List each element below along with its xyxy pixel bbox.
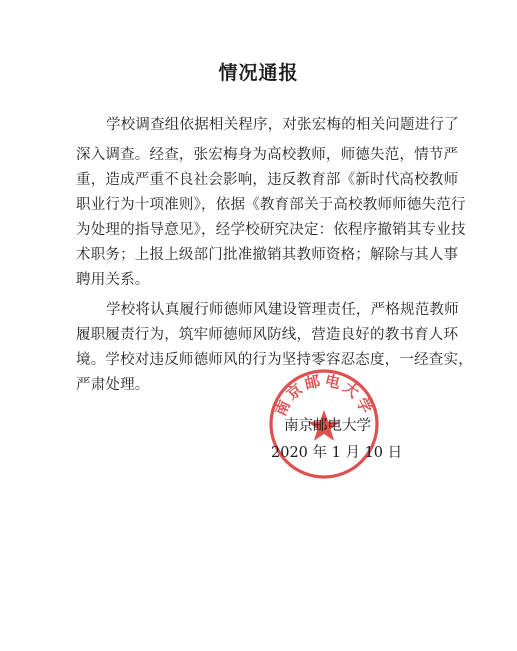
paragraph-1-line-7: 聘用关系。	[76, 272, 150, 288]
paragraph-1-line-2: 深入调查。经查，张宏梅身为高校教师，师德失范，情节严	[76, 147, 459, 163]
signature-org: 南京邮电大学	[284, 418, 371, 434]
signature-date: 2020 年 1 月 10 日	[271, 445, 403, 461]
paragraph-1-line-5: 为处理的指导意见》，经学校研究决定：依程序撤销其专业技	[76, 222, 466, 238]
paragraph-2-line-2: 履职履责行为，筑牢师德师风防线，营造良好的教书育人环	[76, 327, 459, 343]
paragraph-2-line-4: 严肃处理。	[76, 377, 150, 393]
paragraph-1-line-4: 职业行为十项准则》，依据《教育部关于高校教师师德失范行	[76, 197, 466, 213]
paragraph-1-line-3: 重，造成严重不良社会影响，违反教育部《新时代高校教师	[76, 172, 459, 188]
paragraph-2-line-3: 境。学校对违反师德师风的行为坚持零容忍态度，一经查实，	[76, 352, 473, 368]
seal-text: 南京邮电大学	[271, 371, 377, 419]
paragraph-2-line-1: 学校将认真履行师德师风建设管理责任，严格规范教师	[106, 302, 459, 318]
page-title: 情况通报	[218, 62, 299, 84]
paragraph-1-line-6: 术职务；上报上级部门批准撤销其教师资格；解除与其人事	[76, 247, 459, 263]
paragraph-1-line-1: 学校调查组依据相关程序，对张宏梅的相关问题进行了	[106, 117, 459, 133]
